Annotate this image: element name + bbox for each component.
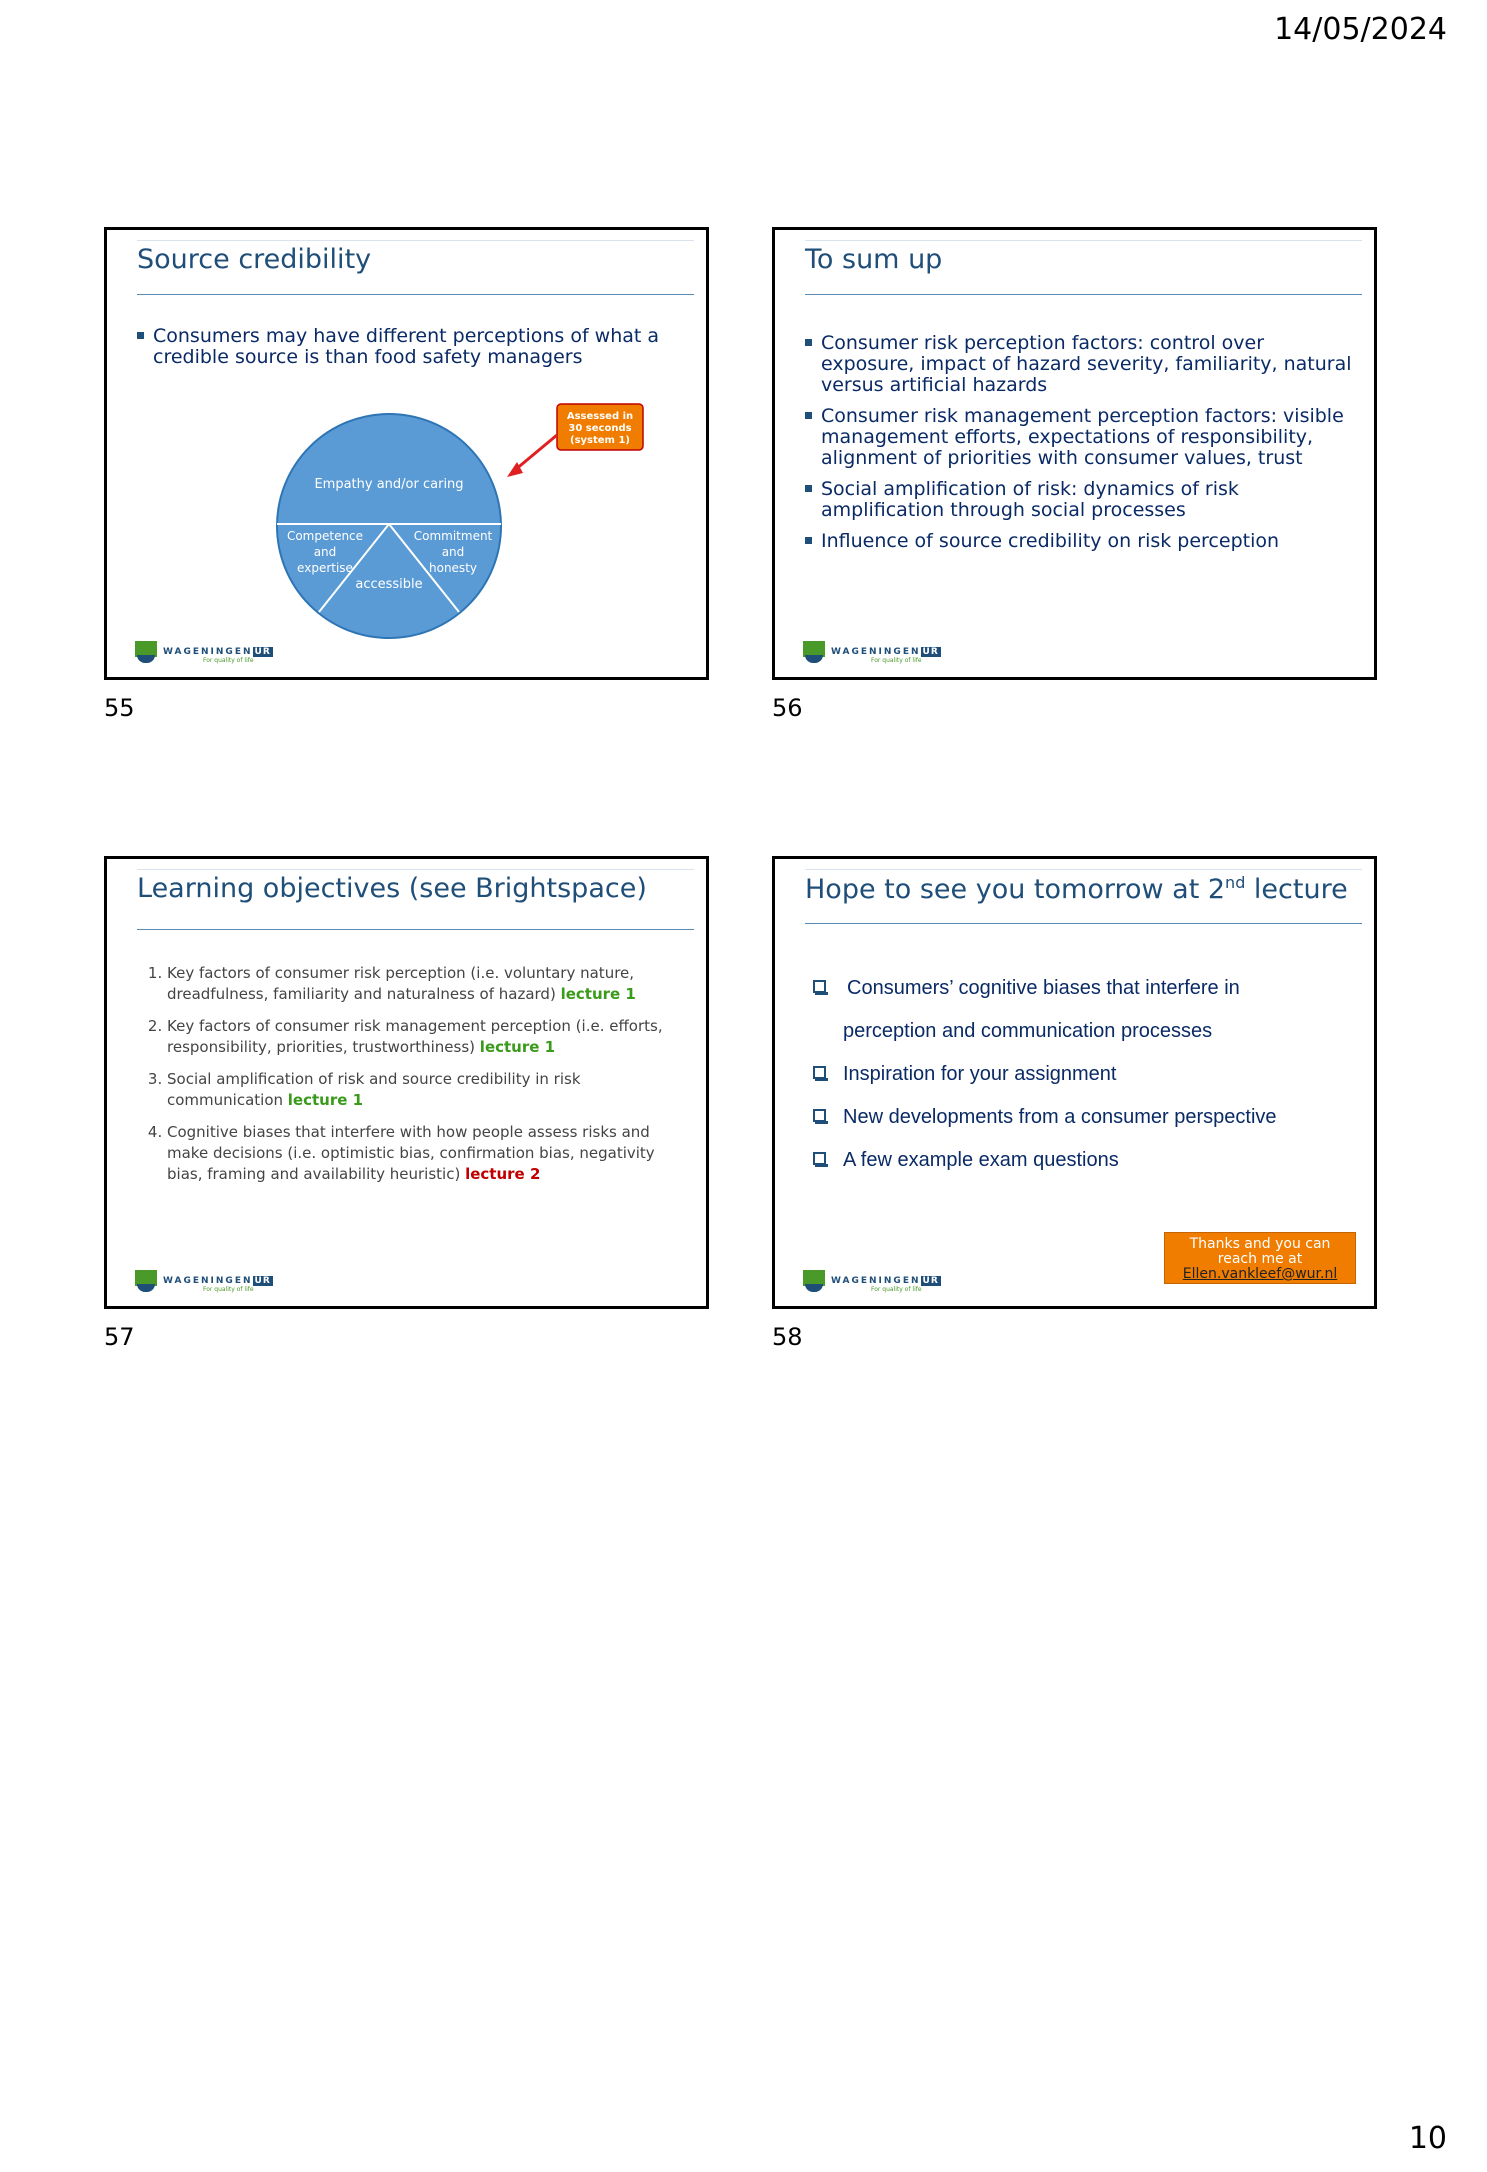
slide-title: To sum up xyxy=(805,244,943,275)
logo-text: WAGENINGEN xyxy=(163,1276,253,1286)
bullet-item: Consumers may have different perceptions of what a credible source is than food safety managers xyxy=(137,326,690,368)
logo-ur: UR xyxy=(254,647,271,657)
segment-top-label: Empathy and/or caring xyxy=(314,477,464,492)
callout-line-1: Assessed in xyxy=(566,411,634,422)
segment-right-label-1: Commitment xyxy=(413,529,493,543)
logo-tagline: For quality of life xyxy=(203,1286,254,1293)
lecture-tag: lecture 1 xyxy=(287,1091,364,1109)
checklist-item-continuation: perception and communication processes xyxy=(843,1020,1213,1042)
title-top-rule xyxy=(805,240,1362,241)
thanks-line-1: Thanks and you can xyxy=(1189,1236,1331,1252)
callout-arrow xyxy=(515,435,557,470)
logo-mark-icon xyxy=(135,641,157,665)
credibility-circle xyxy=(277,414,501,638)
logo-mark-icon xyxy=(135,1270,157,1294)
logo-tagline: For quality of life xyxy=(871,657,922,664)
checkbox-icon xyxy=(813,1066,826,1079)
slide-58 xyxy=(772,856,1377,1309)
segment-left-label-3: expertise xyxy=(297,561,353,575)
wageningen-logo xyxy=(135,641,273,665)
bullet-item: Influence of source credibility on risk perception xyxy=(805,531,1358,552)
slide-56 xyxy=(772,227,1377,680)
title-top-rule xyxy=(137,869,694,870)
thanks-line-2: reach me at xyxy=(1217,1251,1303,1267)
objective-item: 2. Key factors of consumer risk management perception (i.e. efforts, responsibility, priorities, trustworthiness) lecture 1 xyxy=(167,1016,686,1058)
source-credibility-diagram xyxy=(107,230,709,680)
bullet-list xyxy=(805,333,1358,562)
slide-number: 56 xyxy=(772,694,803,722)
slide-57 xyxy=(104,856,709,1309)
title-divider xyxy=(137,929,694,930)
wageningen-logo xyxy=(803,1270,941,1294)
slide-number: 57 xyxy=(104,1323,135,1351)
logo-text: WAGENINGEN xyxy=(831,1276,921,1286)
page-date: 14/05/2024 xyxy=(1274,12,1447,47)
objective-item: 3. Social amplification of risk and source credibility in risk communication lecture 1 xyxy=(167,1069,686,1111)
checkbox-icon xyxy=(813,1109,826,1122)
title-top-rule xyxy=(805,869,1362,870)
checklist-item: A few example exam questions xyxy=(811,1139,1364,1182)
segment-right-label-2: and xyxy=(441,545,465,559)
title-divider xyxy=(805,294,1362,295)
lecture-tag: lecture 1 xyxy=(560,985,636,1003)
segment-left-label-2: and xyxy=(313,545,337,559)
logo-mark-icon xyxy=(803,1270,825,1294)
callout-line-2: 30 seconds xyxy=(568,423,632,434)
page-number: 10 xyxy=(1408,2121,1447,2156)
checkbox-icon xyxy=(813,980,826,993)
learning-objectives-list xyxy=(145,963,686,1196)
lecture-tag: lecture 1 xyxy=(479,1038,556,1056)
contact-box xyxy=(1164,1232,1356,1284)
slide-number: 55 xyxy=(104,694,135,722)
email-link[interactable]: Ellen.vankleef@wur.nl xyxy=(1182,1266,1338,1282)
checklist-item: Inspiration for your assignment xyxy=(811,1053,1364,1096)
lecture-tag: lecture 2 xyxy=(465,1165,541,1183)
logo-tagline: For quality of life xyxy=(203,657,254,664)
title-divider xyxy=(805,923,1362,924)
logo-text: WAGENINGEN xyxy=(831,647,921,657)
segment-left-label-1: Competence xyxy=(286,529,364,543)
bullet-item: Social amplification of risk: dynamics of risk amplification through social processes xyxy=(805,479,1358,521)
segment-bottom-label: accessible xyxy=(355,577,423,592)
objective-item: 1. Key factors of consumer risk perception (i.e. voluntary nature, dreadfulness, familiarity and naturalness of hazard) lecture 1 xyxy=(167,963,686,1005)
bullet-item: Consumer risk management perception factors: visible management efforts, expectations of responsibility, alignment of priorities with consumer values, trust xyxy=(805,406,1358,469)
logo-mark-icon xyxy=(803,641,825,665)
slide-title: Hope to see you tomorrow at 2nd lecture xyxy=(805,873,1348,905)
segment-right-label-3: honesty xyxy=(429,561,477,575)
slide-55 xyxy=(104,227,709,680)
next-lecture-list xyxy=(811,967,1364,1182)
slide-number: 58 xyxy=(772,1323,803,1351)
objective-item: 4. Cognitive biases that interfere with how people assess risks and make decisions (i.e. optimistic bias, confirmation bias, negativity bias, framing and availability heuristic) lecture 2 xyxy=(167,1122,686,1185)
bullet-item: Consumer risk perception factors: control over exposure, impact of hazard severity, familiarity, natural versus artificial hazards xyxy=(805,333,1358,396)
logo-ur: UR xyxy=(254,1276,271,1286)
logo-ur: UR xyxy=(922,647,939,657)
wageningen-logo xyxy=(135,1270,273,1294)
logo-ur: UR xyxy=(922,1276,939,1286)
logo-tagline: For quality of life xyxy=(871,1286,922,1293)
checklist-item: New developments from a consumer perspective xyxy=(811,1096,1364,1139)
wageningen-logo xyxy=(803,641,941,665)
checkbox-icon xyxy=(813,1152,826,1165)
checklist-item: Consumers’ cognitive biases that interfere in xyxy=(811,967,1364,1010)
slide-title: Source credibility xyxy=(137,244,372,275)
callout-line-3: (system 1) xyxy=(570,435,630,446)
logo-text: WAGENINGEN xyxy=(163,647,253,657)
slide-title: Learning objectives (see Brightspace) xyxy=(137,873,647,904)
